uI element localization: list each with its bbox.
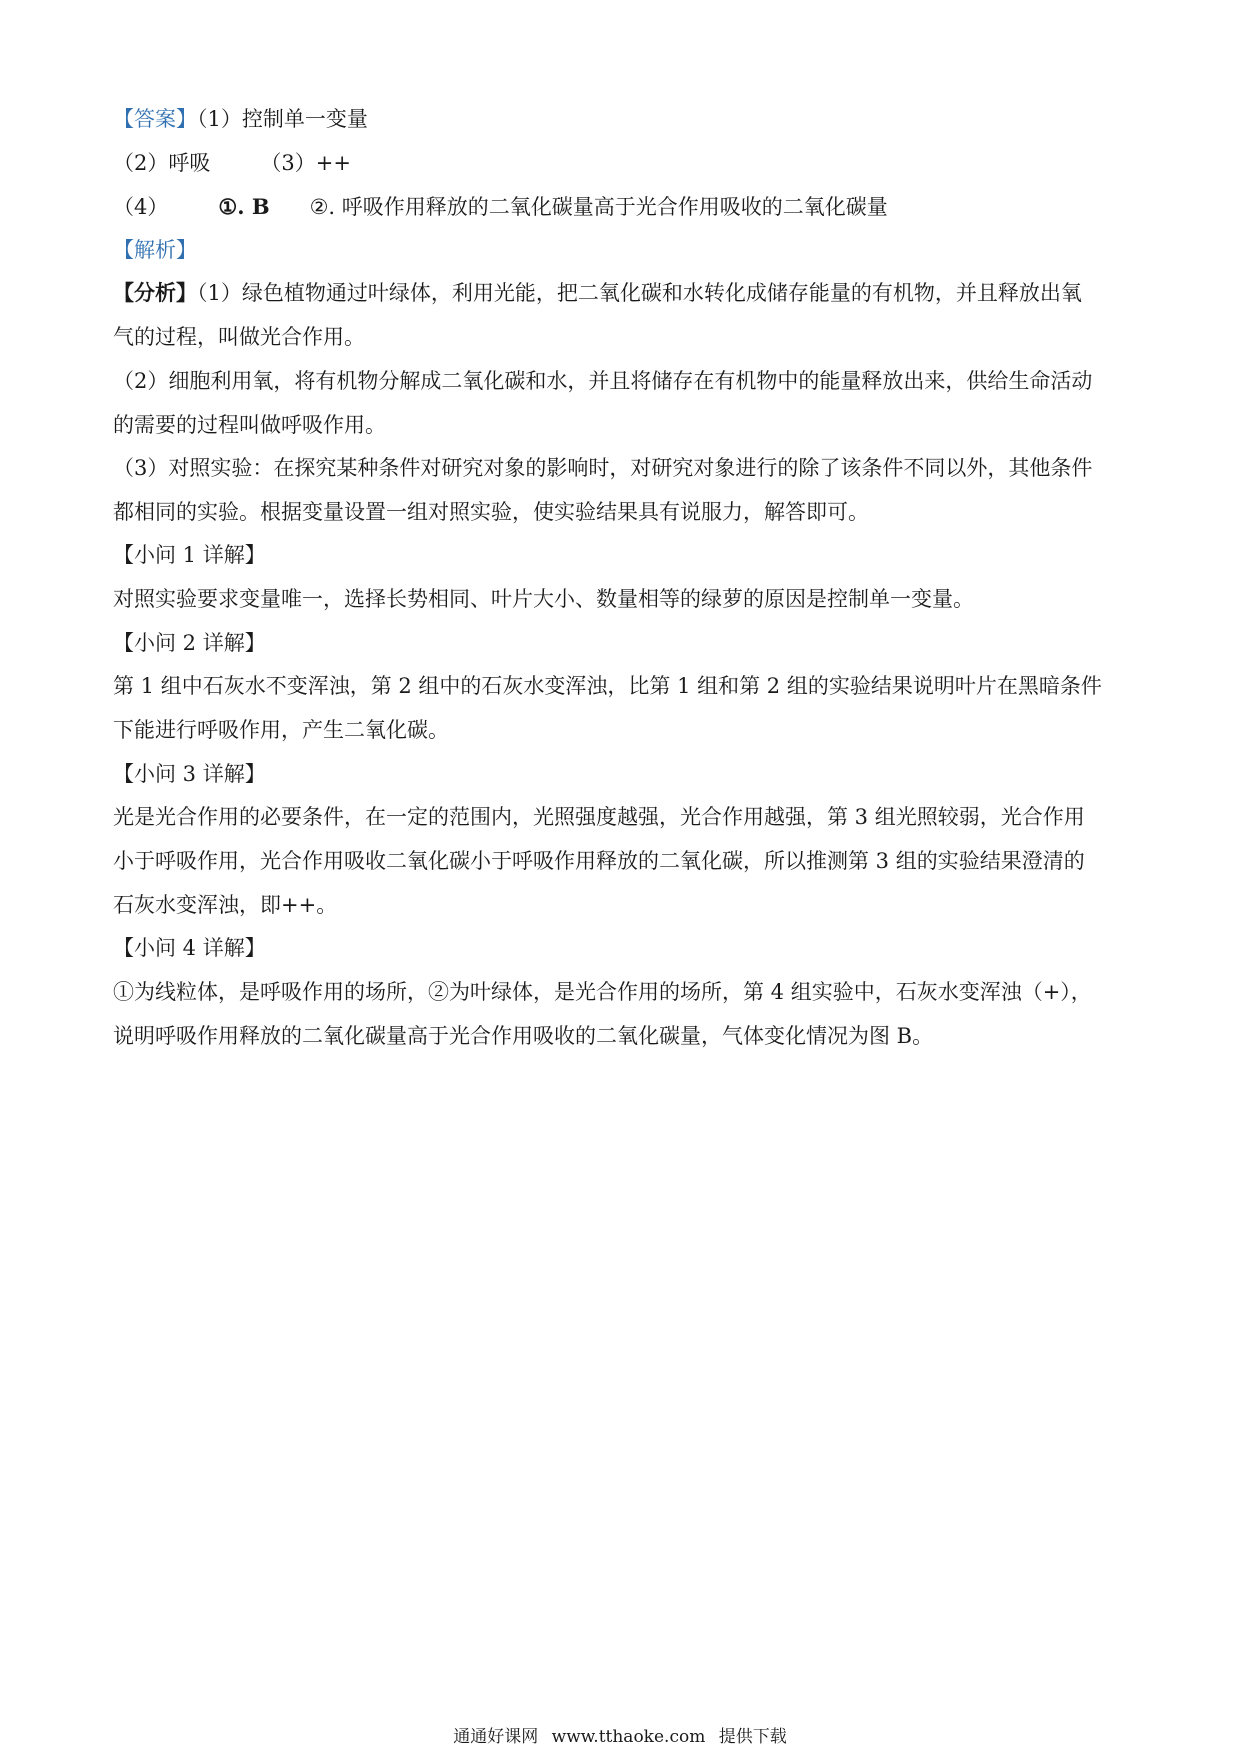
footer-url[interactable]: www.tthaoke.com bbox=[551, 1727, 706, 1747]
analysis-p1-line-1 bbox=[113, 278, 1133, 308]
detail3-heading: 【小问 3 详解】 bbox=[113, 762, 266, 786]
answer-q1: （1）控制单一变量 bbox=[197, 107, 368, 131]
answer-q2: （2）呼吸 bbox=[113, 151, 211, 175]
fenxi-label: 【分析】 bbox=[113, 280, 197, 305]
detail1-heading: 【小问 1 详解】 bbox=[113, 543, 266, 567]
answer-line-2 bbox=[113, 148, 1133, 178]
detail4-line-1: ①为线粒体，是呼吸作用的场所，②为叶绿体，是光合作用的场所，第 4 组实验中，石灰水变浑浊（+）， bbox=[113, 980, 1092, 1004]
footer-tagline: 提供下载 bbox=[718, 1727, 787, 1747]
analysis-p1-line-2: 气的过程，叫做光合作用。 bbox=[113, 325, 365, 349]
answer-line-3 bbox=[113, 192, 1133, 222]
footer-site-name: 通通好课网 bbox=[453, 1727, 539, 1747]
answer-label: 【答案】 bbox=[113, 107, 197, 131]
answer-line-1 bbox=[113, 104, 1133, 134]
detail3-line-2: 小于呼吸作用，光合作用吸收二氧化碳小于呼吸作用释放的二氧化碳，所以推测第 3 组的实验结果澄清的 bbox=[113, 849, 1085, 873]
analysis-p2-line-2: 的需要的过程叫做呼吸作用。 bbox=[113, 413, 386, 437]
answer-q4-part-a: ①. B bbox=[218, 194, 270, 219]
detail4-line-2: 说明呼吸作用释放的二氧化碳量高于光合作用吸收的二氧化碳量，气体变化情况为图 B。 bbox=[113, 1024, 934, 1048]
detail3-line-1: 光是光合作用的必要条件，在一定的范围内，光照强度越强，光合作用越强，第 3 组光照较弱，光合作用 bbox=[113, 805, 1085, 829]
answer-q3: （3）++ bbox=[260, 151, 351, 175]
page-footer bbox=[0, 1725, 1240, 1749]
detail2-line-2: 下能进行呼吸作用，产生二氧化碳。 bbox=[113, 718, 449, 742]
answer-q4-number: （4） bbox=[113, 195, 169, 219]
detail2-line-1: 第 1 组中石灰水不变浑浊，第 2 组中的石灰水变浑浊，比第 1 组和第 2 组的实验结果说明叶片在黑暗条件 bbox=[113, 674, 1102, 698]
detail4-heading: 【小问 4 详解】 bbox=[113, 936, 266, 960]
analysis-p3-line-1: （3）对照实验：在探究某种条件对研究对象的影响时，对研究对象进行的除了该条件不同以外，其他条件 bbox=[113, 456, 1093, 480]
analysis-label: 【解析】 bbox=[113, 238, 197, 262]
analysis-p1-text-1: （1）绿色植物通过叶绿体，利用光能，把二氧化碳和水转化成储存能量的有机物，并且释放出氧 bbox=[197, 281, 1082, 305]
answer-q4-part-b: ②. 呼吸作用释放的二氧化碳量高于光合作用吸收的二氧化碳量 bbox=[309, 195, 888, 219]
detail3-line-3: 石灰水变浑浊，即++。 bbox=[113, 893, 338, 917]
analysis-p2-line-1: （2）细胞利用氧，将有机物分解成二氧化碳和水，并且将储存在有机物中的能量释放出来，供给生命活动 bbox=[113, 369, 1093, 393]
detail1-line-1: 对照实验要求变量唯一，选择长势相同、叶片大小、数量相等的绿萝的原因是控制单一变量。 bbox=[113, 587, 974, 611]
detail2-heading: 【小问 2 详解】 bbox=[113, 631, 266, 655]
analysis-p3-line-2: 都相同的实验。根据变量设置一组对照实验，使实验结果具有说服力，解答即可。 bbox=[113, 500, 869, 524]
